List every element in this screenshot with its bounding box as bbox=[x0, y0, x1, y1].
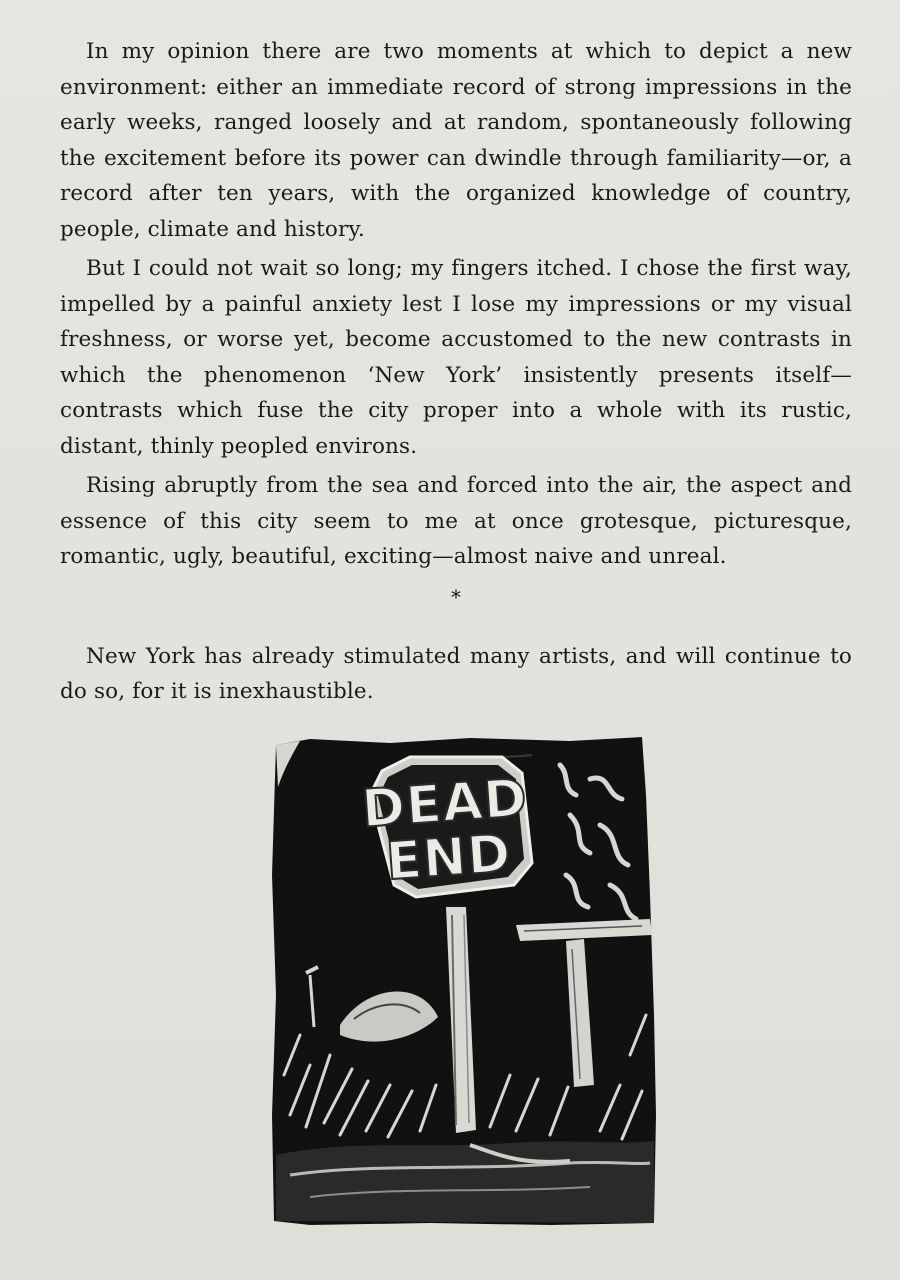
sign-line-1: DEAD bbox=[359, 768, 530, 840]
paragraph-2: But I could not wait so long; my fingers itched. I chose the first way, impelled by a painful anxiety lest I lose my impressions or my visual freshness, or worse yet, become accustomed to the new contrasts in which the phenomenon ‘New York’ insistently presents itself—contrasts which fuse the city proper into a whole with its rustic, distant, thinly peopled environs. bbox=[60, 256, 852, 459]
dead-end-woodcut-illustration bbox=[270, 735, 658, 1227]
section-separator: * bbox=[451, 584, 461, 609]
paragraph-1: In my opinion there are two moments at which to depict a new environment: either an immediate record of strong impressions in the early weeks, ranged loosely and at random, spontaneously following the excitement before its power can dwindle through familiarity—or, a record after ten years, with the organized knowledge of country, people, climate and history. bbox=[60, 39, 852, 242]
sign-line-2: END bbox=[384, 823, 514, 893]
body-text bbox=[60, 34, 852, 714]
paragraph-3: Rising abruptly from the sea and forced into the air, the aspect and essence of this city seem to me at once grotesque, picturesque, romantic, ugly, beautiful, exciting—almost naive and unreal. bbox=[60, 473, 852, 569]
woodcut-svg bbox=[270, 735, 658, 1227]
paragraph-4: New York has already stimulated many artists, and will continue to do so, for it is inexhaustible. bbox=[60, 643, 852, 704]
